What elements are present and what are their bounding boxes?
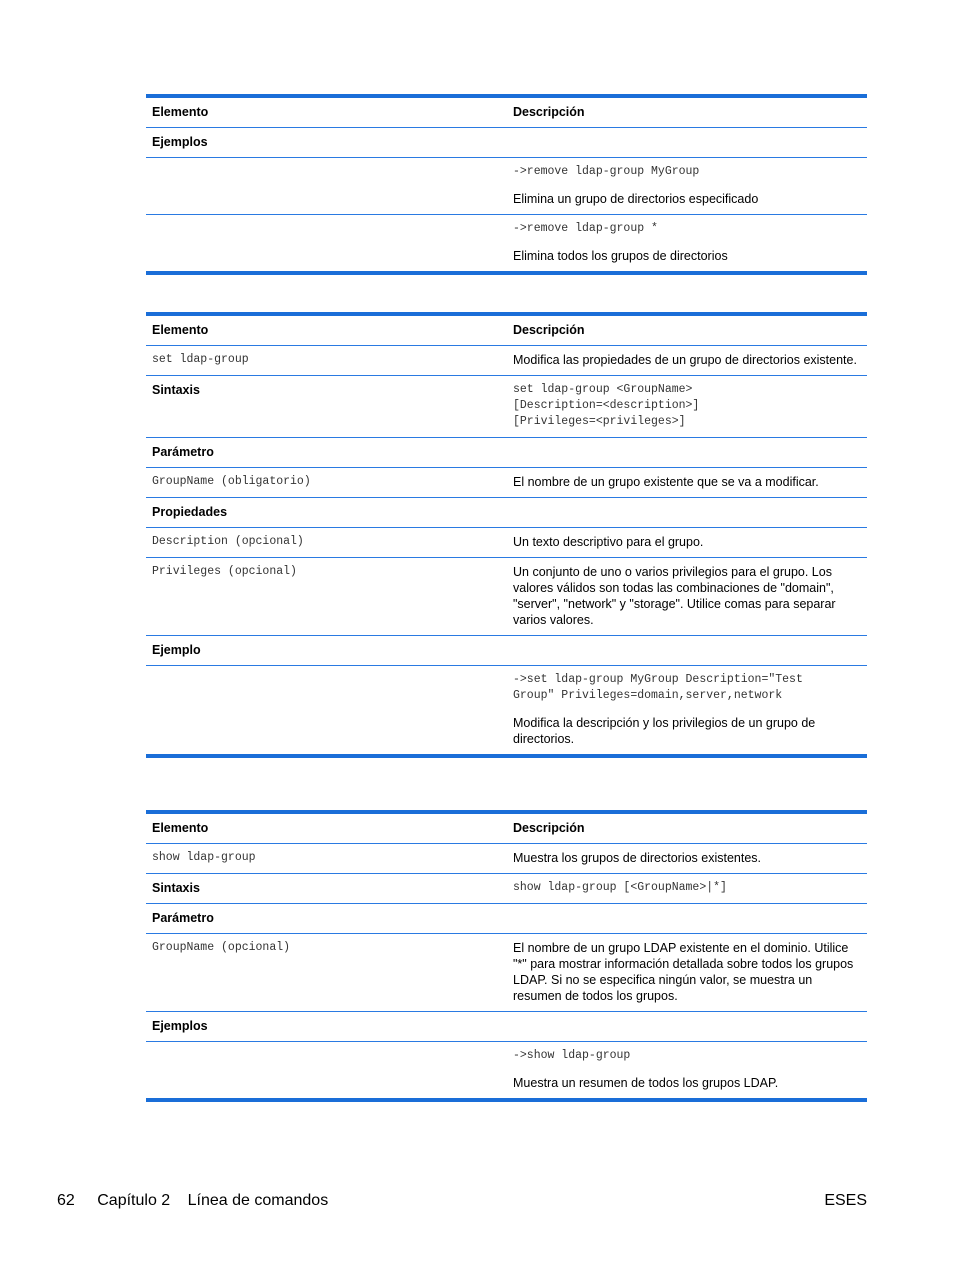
table-row bbox=[146, 557, 867, 635]
section-label: Ejemplo bbox=[152, 643, 201, 657]
param-description: El nombre de un grupo existente que se va a modificar. bbox=[513, 475, 819, 489]
section-label: Parámetro bbox=[152, 445, 214, 459]
example-description: Elimina un grupo de directorios especificado bbox=[513, 192, 759, 206]
table-row bbox=[146, 467, 867, 497]
table-row bbox=[146, 1041, 867, 1098]
command-name: show ldap-group bbox=[152, 851, 256, 864]
set-ldap-group-table bbox=[146, 312, 867, 758]
table-header-row bbox=[146, 814, 867, 844]
example-code: ->remove ldap-group * bbox=[513, 222, 658, 235]
syntax-code: set ldap-group <GroupName> [Description=<description>] [Privileges=<privileges>] bbox=[513, 383, 700, 428]
table-row bbox=[146, 933, 867, 1011]
command-description: Muestra los grupos de directorios existentes. bbox=[513, 851, 762, 865]
table-row bbox=[146, 873, 867, 903]
table-row bbox=[146, 665, 867, 754]
example-code: ->show ldap-group bbox=[513, 1049, 631, 1062]
remove-ldap-group-table bbox=[146, 94, 867, 275]
syntax-label: Sintaxis bbox=[152, 383, 200, 397]
example-code: ->set ldap-group MyGroup Description="Test Group" Privileges=domain,server,network bbox=[513, 673, 803, 702]
header-elemento: Elemento bbox=[152, 105, 209, 119]
show-ldap-group-table bbox=[146, 810, 867, 1102]
section-label: Ejemplos bbox=[152, 135, 208, 149]
example-description: Muestra un resumen de todos los grupos LDAP. bbox=[513, 1076, 779, 1090]
section-row-ejemplos bbox=[146, 128, 867, 157]
chapter-title: Línea de comandos bbox=[187, 1192, 329, 1209]
table-row bbox=[146, 346, 867, 375]
property-name: Description (opcional) bbox=[152, 535, 304, 548]
table-row bbox=[146, 375, 867, 437]
table-row bbox=[146, 157, 867, 214]
section-row-parametro bbox=[146, 437, 867, 467]
example-description: Modifica la descripción y los privilegios de un grupo de directorios. bbox=[513, 716, 816, 746]
param-description: El nombre de un grupo LDAP existente en el dominio. Utilice "*" para mostrar información detallada sobre todos los grupos LDAP. Si no se especifica ningún valor, se muestra un resumen de todos los grupos. bbox=[513, 941, 854, 1003]
page-footer-locale: ESES bbox=[824, 1192, 867, 1209]
header-elemento: Elemento bbox=[152, 821, 209, 835]
header-descripcion: Descripción bbox=[513, 105, 585, 119]
section-label: Parámetro bbox=[152, 911, 214, 925]
example-code: ->remove ldap-group MyGroup bbox=[513, 165, 700, 178]
header-descripcion: Descripción bbox=[513, 323, 585, 337]
table-row bbox=[146, 844, 867, 873]
page-number: 62 bbox=[57, 1192, 75, 1209]
command-description: Modifica las propiedades de un grupo de directorios existente. bbox=[513, 353, 857, 367]
param-name: GroupName (obligatorio) bbox=[152, 475, 311, 488]
table-header-row bbox=[146, 98, 867, 128]
property-description: Un texto descriptivo para el grupo. bbox=[513, 535, 704, 549]
command-name: set ldap-group bbox=[152, 353, 249, 366]
page-footer-left bbox=[57, 1191, 328, 1211]
section-row-ejemplos bbox=[146, 1011, 867, 1041]
property-name: Privileges (opcional) bbox=[152, 565, 297, 578]
property-description: Un conjunto de uno o varios privilegios para el grupo. Los valores válidos son todas las combinaciones de "domain", "server", "network" y "storage". Utilice comas para separar varios valores. bbox=[513, 565, 836, 627]
param-name: GroupName (opcional) bbox=[152, 941, 291, 954]
section-label: Propiedades bbox=[152, 505, 228, 519]
example-description: Elimina todos los grupos de directorios bbox=[513, 249, 728, 263]
syntax-label: Sintaxis bbox=[152, 881, 200, 895]
table-header-row bbox=[146, 316, 867, 346]
table-row bbox=[146, 527, 867, 557]
header-descripcion: Descripción bbox=[513, 821, 585, 835]
chapter-label: Capítulo 2 bbox=[97, 1192, 171, 1209]
section-row-propiedades bbox=[146, 497, 867, 527]
header-elemento: Elemento bbox=[152, 323, 209, 337]
section-row-parametro bbox=[146, 903, 867, 933]
section-row-ejemplo bbox=[146, 635, 867, 665]
section-label: Ejemplos bbox=[152, 1019, 208, 1033]
syntax-code: show ldap-group [<GroupName>|*] bbox=[513, 881, 727, 894]
table-row bbox=[146, 214, 867, 271]
